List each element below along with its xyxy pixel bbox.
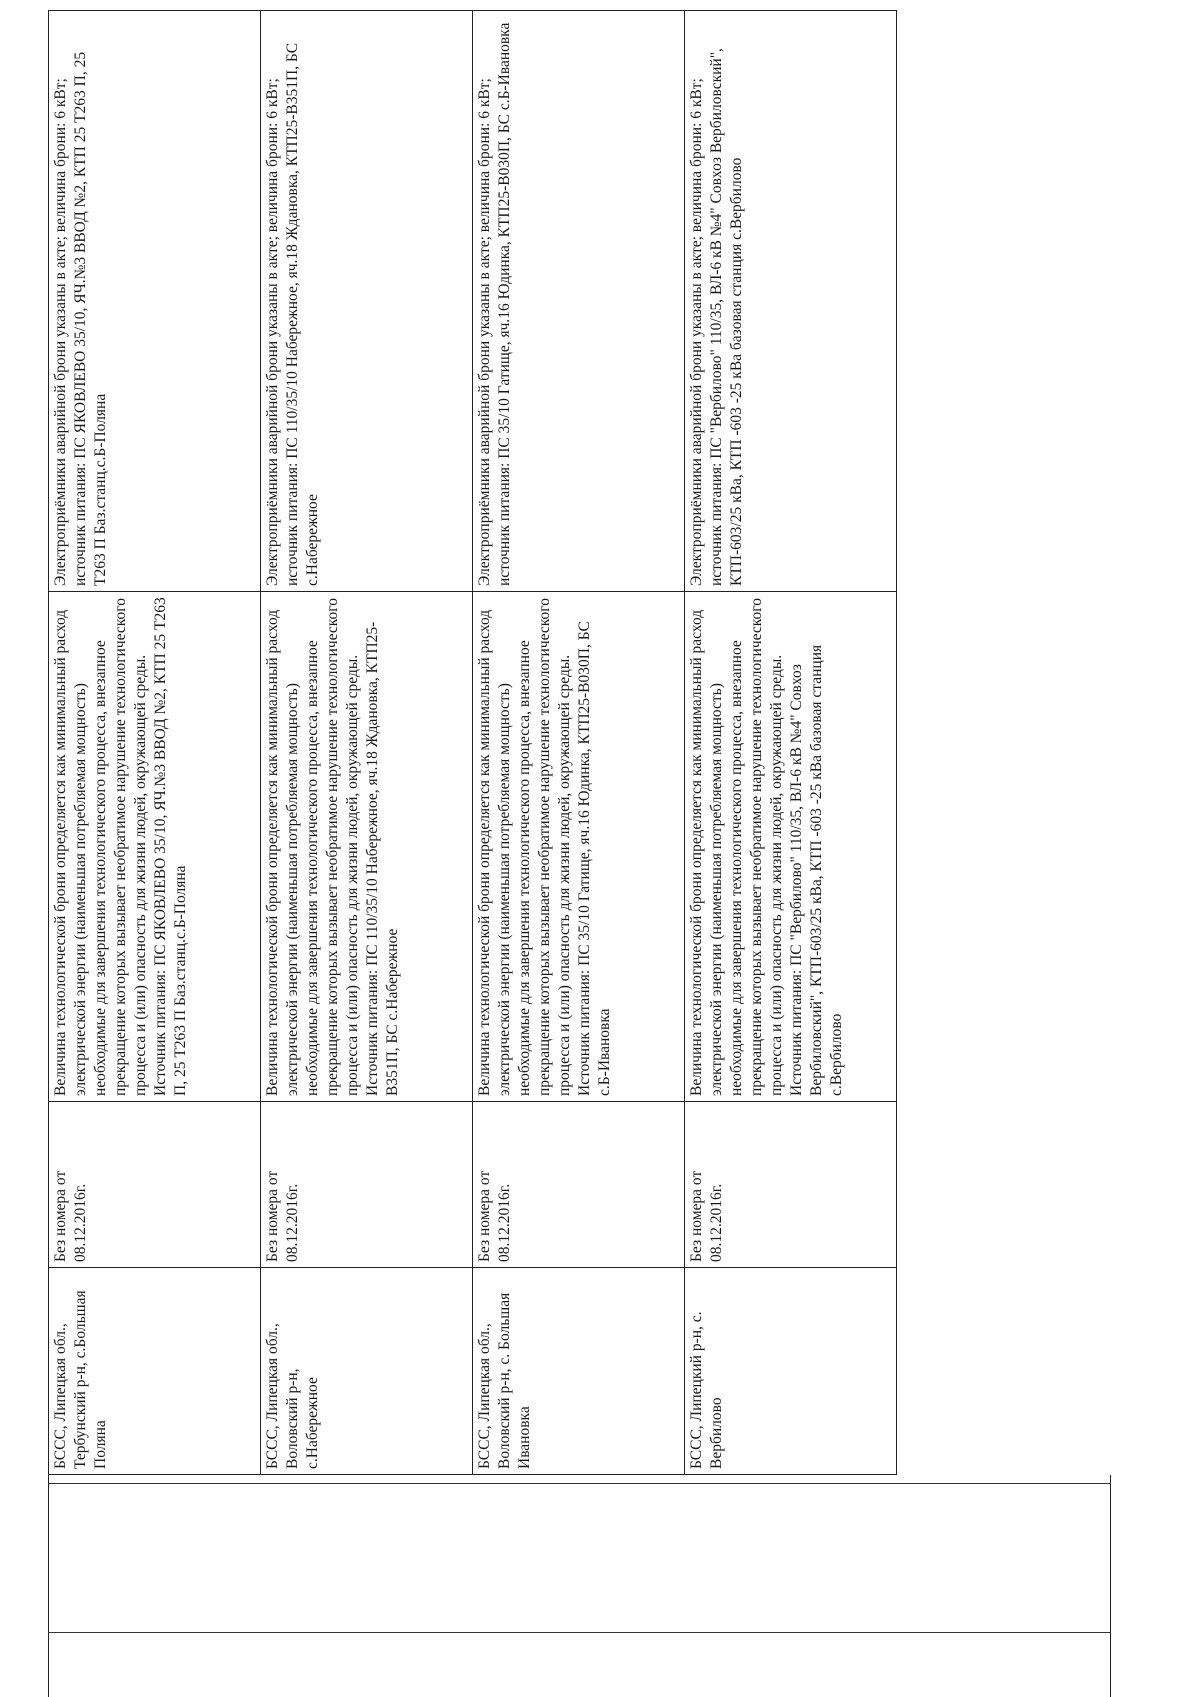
tech-reserve-cell: Величина технологической брони определяется как минимальный расход электрической энергии (наименьшая потребляемая мощность) необходимые для завершения технологического процесса, внезапное прекращение которых вызывает необратимое нарушение технологического процесса и (или) опасность для жизни людей, окружающей среды. Источник питания: ПС "Вербилово" 110/35, ВЛ-6 кВ №4" Совхоз Вербиловский", КТП-603/25 кВа, КТП -603 -25 кВа базовая станция с.Вербилово	[685, 592, 897, 1102]
address-cell: БССС, Липецкая обл., Воловский р-н, с. Большая Ивановка	[473, 1268, 685, 1475]
address-cell: БССС, Липецкий р-н, с. Вербилово	[685, 1268, 897, 1475]
reserve-table	[48, 10, 897, 1475]
tech-reserve-cell: Величина технологической брони определяется как минимальный расход электрической энергии (наименьшая потребляемая мощность) необходимые для завершения технологического процесса, внезапное прекращение которых вызывает необратимое нарушение технологического процесса и (или) опасность для жизни людей, окружающей среды. Источник питания: ПС ЯКОВЛЕВО 35/10, ЯЧ.№3 ВВОД №2, КТП 25 Т263 П, 25 Т263 П Баз.станц.с.Б-Поляна	[49, 592, 261, 1102]
act-cell: Без номера от 08.12.2016г.	[49, 1102, 261, 1268]
table-row	[49, 11, 261, 1475]
table-row	[473, 11, 685, 1475]
act-cell: Без номера от 08.12.2016г.	[473, 1102, 685, 1268]
table-row	[261, 11, 473, 1475]
emergency-reserve-cell: Электроприёмники аварийной брони указаны в акте; величина брони: 6 кВт; источник питания: ПС "Вербилово" 110/35, ВЛ-6 кВ №4" Совхоз Вербиловский", КТП-603/25 кВа, КТП -603 -25 кВа базовая станция с.Вербилово	[685, 11, 897, 592]
emergency-reserve-cell: Электроприёмники аварийной брони указаны в акте; величина брони: 6 кВт; источник питания: ПС 35/10 Гатище, яч.16 Юдинка, КТП25-В030П, БС с.Б-Ивановка	[473, 11, 685, 592]
empty-row-line	[48, 1632, 1110, 1633]
act-cell: Без номера от 08.12.2016г.	[261, 1102, 473, 1268]
tech-reserve-cell: Величина технологической брони определяется как минимальный расход электрической энергии (наименьшая потребляемая мощность) необходимые для завершения технологического процесса, внезапное прекращение которых вызывает необратимое нарушение технологического процесса и (или) опасность для жизни людей, окружающей среды. Источник питания: ПС 35/10 Гатище, яч.16 Юдинка, КТП25-В030П, БС с.Б-Ивановка	[473, 592, 685, 1102]
table-row	[685, 11, 897, 1475]
table-right-border	[1110, 1475, 1111, 1697]
table-left-border	[48, 1475, 49, 1697]
act-cell: Без номера от 08.12.2016г.	[685, 1102, 897, 1268]
emergency-reserve-cell: Электроприёмники аварийной брони указаны в акте; величина брони: 6 кВт; источник питания: ПС 110/35/10 Набережное, яч.18 Ждановка, КТП25-В351П, БС с.Набережное	[261, 11, 473, 592]
emergency-reserve-cell: Электроприёмники аварийной брони указаны в акте; величина брони: 6 кВт; источник питания: ПС ЯКОВЛЕВО 35/10, ЯЧ.№3 ВВОД №2, КТП 25 Т263 П, 25 Т263 П Баз.станц.с.Б-Поляна	[49, 11, 261, 592]
address-cell: БССС, Липецкая обл., Тербунский р-н, с.Большая Поляна	[49, 1268, 261, 1475]
empty-row-line	[48, 1483, 1110, 1484]
address-cell: БССС, Липецкая обл., Воловский р-н, с.Набережное	[261, 1268, 473, 1475]
tech-reserve-cell: Величина технологической брони определяется как минимальный расход электрической энергии (наименьшая потребляемая мощность) необходимые для завершения технологического процесса, внезапное прекращение которых вызывает необратимое нарушение технологического процесса и (или) опасность для жизни людей, окружающей среды. Источник питания: ПС 110/35/10 Набережное, яч.18 Ждановка, КТП25-В351П, БС с.Набережное	[261, 592, 473, 1102]
